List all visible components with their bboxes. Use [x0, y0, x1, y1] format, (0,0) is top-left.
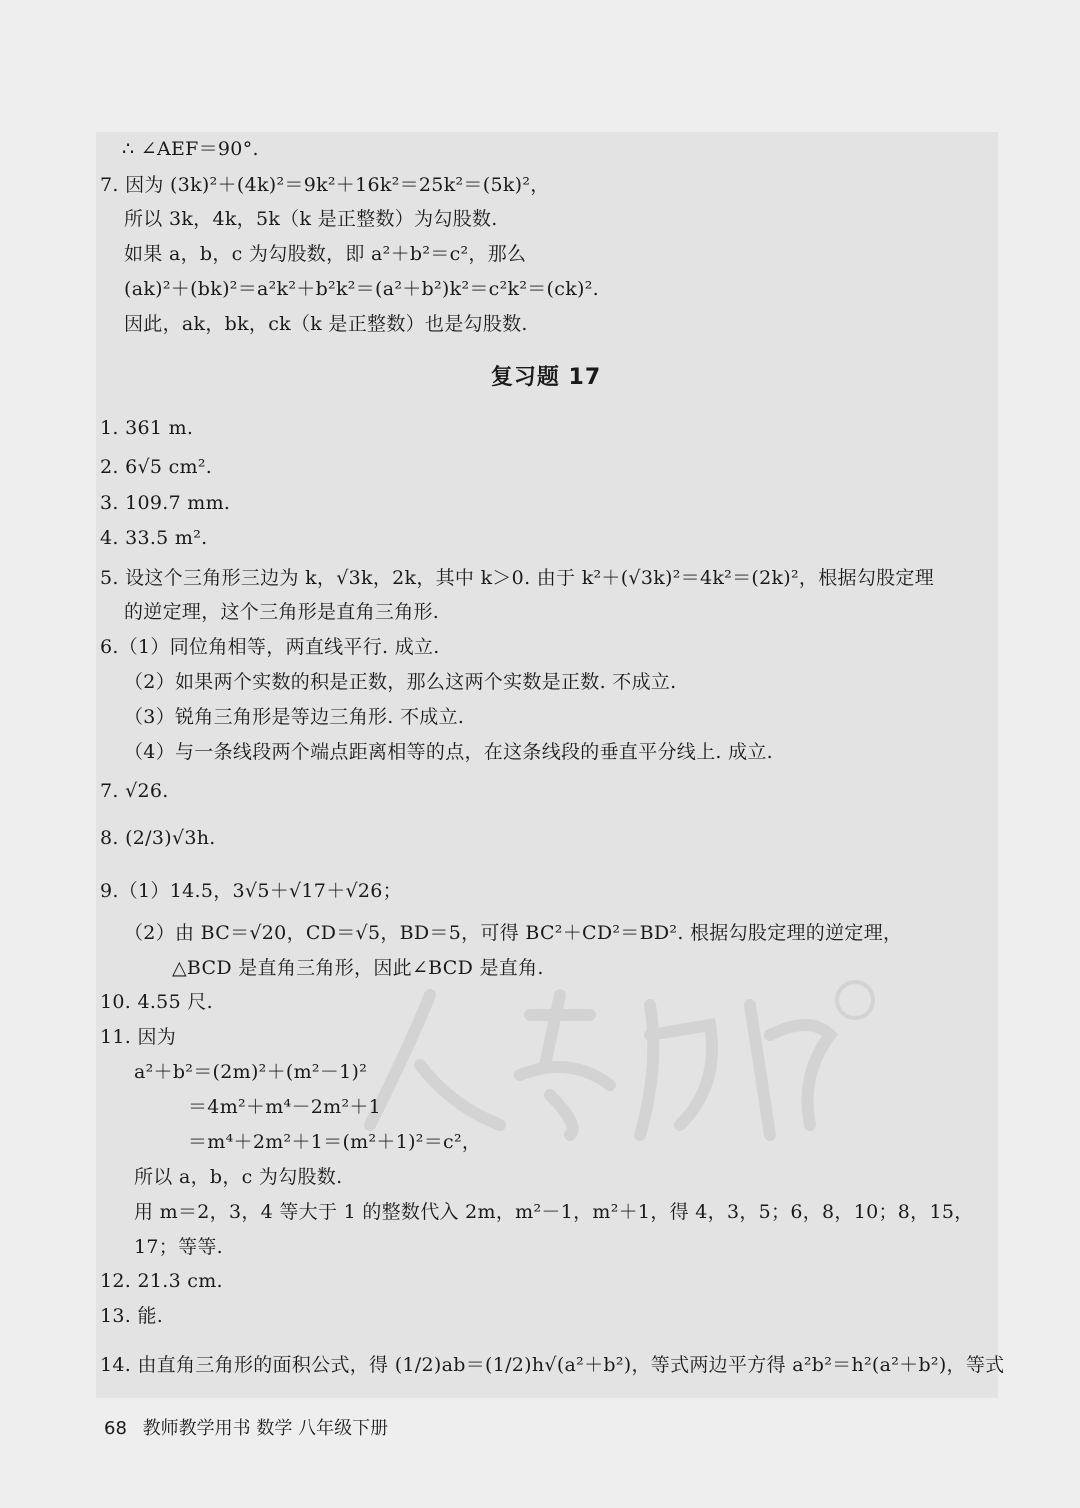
text-line: 12. 21.3 cm.	[100, 1270, 223, 1292]
text-line: 1. 361 m.	[100, 417, 194, 439]
text-line: 17；等等.	[134, 1236, 224, 1258]
text-line: （2）如果两个实数的积是正数，那么这两个实数是正数. 不成立.	[124, 671, 677, 693]
text-line: 6.（1）同位角相等，两直线平行. 成立.	[100, 636, 440, 658]
text-line: 4. 33.5 m².	[100, 527, 208, 549]
text-line: (ak)²＋(bk)²＝a²k²＋b²k²＝(a²＋b²)k²＝c²k²＝(ck)².	[124, 278, 599, 300]
text-line: 13. 能.	[100, 1305, 164, 1327]
text-line: a²＋b²＝(2m)²＋(m²－1)²	[134, 1061, 368, 1083]
text-line: 用 m＝2，3，4 等大于 1 的整数代入 2m，m²－1，m²＋1，得 4，3，5；6，8，10；8，15，	[134, 1201, 974, 1223]
text-line: 7. 因为 (3k)²＋(4k)²＝9k²＋16k²＝25k²＝(5k)²，	[100, 174, 550, 196]
text-line: 8. (2/3)√3h.	[100, 827, 216, 849]
text-line: （2）由 BC＝√20，CD＝√5，BD＝5，可得 BC²＋CD²＝BD². 根据勾股定理的逆定理，	[124, 922, 903, 944]
text-line: 11. 因为	[100, 1026, 177, 1048]
text-line: 所以 3k，4k，5k（k 是正整数）为勾股数.	[124, 208, 498, 230]
text-line: ∴ ∠AEF＝90°.	[122, 138, 259, 160]
page-number: 68	[104, 1418, 127, 1439]
text-line: ＝m⁴＋2m²＋1＝(m²＋1)²＝c²，	[188, 1131, 482, 1153]
text-line: 5. 设这个三角形三边为 k，√3k，2k，其中 k＞0. 由于 k²＋(√3k)²＝4k²＝(2k)²，根据勾股定理	[100, 567, 935, 589]
section-title: 复习题 17	[490, 365, 602, 390]
text-line: ＝4m²＋m⁴－2m²＋1	[188, 1096, 382, 1118]
watermark-logo	[330, 975, 890, 1145]
text-line: 3. 109.7 mm.	[100, 492, 231, 514]
text-line: 如果 a，b，c 为勾股数，即 a²＋b²＝c²，那么	[124, 243, 527, 265]
book-title: 教师教学用书 数学 八年级下册	[142, 1418, 389, 1439]
text-line: 7. √26.	[100, 780, 169, 802]
text-line: 10. 4.55 尺.	[100, 991, 213, 1013]
text-line: 因此，ak，bk，ck（k 是正整数）也是勾股数.	[124, 313, 528, 335]
text-line: （4）与一条线段两个端点距离相等的点，在这条线段的垂直平分线上. 成立.	[124, 741, 774, 763]
text-line: 14. 由直角三角形的面积公式，得 (1/2)ab＝(1/2)h√(a²＋b²)，等式两边平方得 a²b²＝h²(a²＋b²)，等式	[100, 1354, 1005, 1376]
page-footer	[104, 1414, 388, 1440]
text-line: 9.（1）14.5，3√5＋√17＋√26；	[100, 880, 402, 902]
text-line: （3）锐角三角形是等边三角形. 不成立.	[124, 706, 465, 728]
text-line: 的逆定理，这个三角形是直角三角形.	[124, 601, 440, 623]
text-line: 2. 6√5 cm².	[100, 456, 213, 478]
text-line: △BCD 是直角三角形，因此∠BCD 是直角.	[172, 957, 544, 979]
text-line: 所以 a，b，c 为勾股数.	[134, 1166, 343, 1188]
